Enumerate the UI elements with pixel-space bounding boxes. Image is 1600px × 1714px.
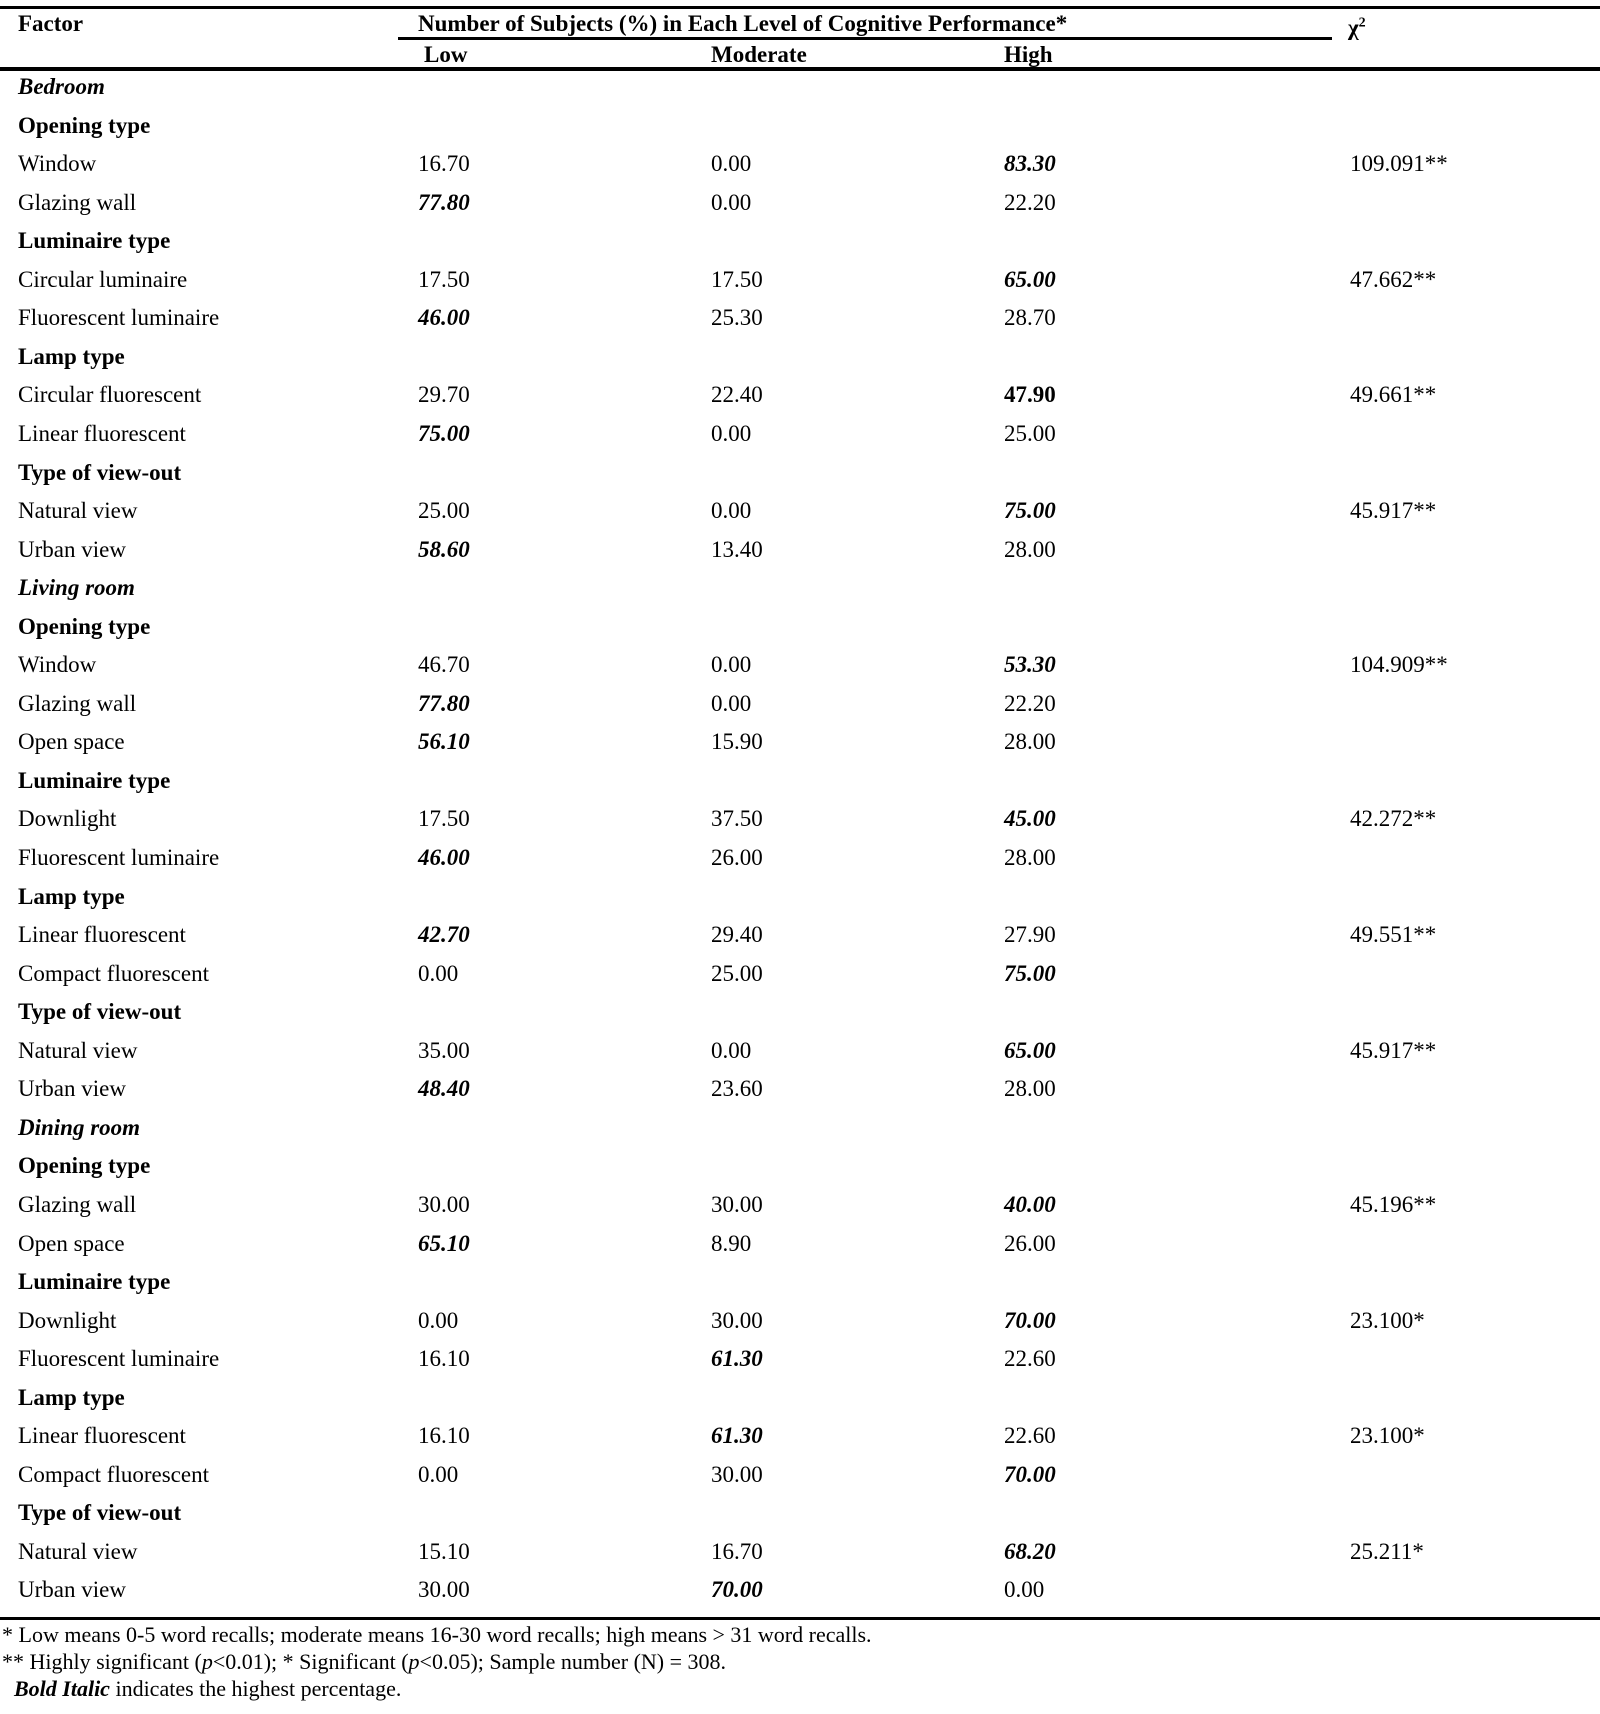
row-label: Downlight bbox=[18, 806, 117, 831]
cell-moderate: 37.50 bbox=[711, 806, 763, 831]
factor-group-label: Type of view-out bbox=[18, 460, 182, 485]
cell-moderate: 61.30 bbox=[711, 1423, 763, 1448]
cell-high: 53.30 bbox=[1004, 652, 1056, 677]
cell-high: 65.00 bbox=[1004, 267, 1056, 292]
footnote-text: indicates the highest percentage. bbox=[109, 1676, 402, 1701]
row-label: Glazing wall bbox=[18, 691, 137, 716]
cell-low: 65.10 bbox=[418, 1231, 470, 1256]
cell-moderate: 25.00 bbox=[711, 961, 763, 986]
footnote-significance bbox=[2, 1648, 726, 1675]
cell-high: 26.00 bbox=[1004, 1231, 1056, 1256]
footnote-text: <0.01); * Significant ( bbox=[212, 1649, 409, 1674]
factor-group-label: Luminaire type bbox=[18, 768, 171, 793]
footnote-p-symbol: p bbox=[201, 1649, 213, 1674]
cell-low: 46.70 bbox=[418, 652, 470, 677]
footnote-p-symbol: p bbox=[408, 1649, 420, 1674]
cell-low: 17.50 bbox=[418, 806, 470, 831]
section-header: Bedroom bbox=[18, 74, 105, 99]
cell-high: 28.00 bbox=[1004, 845, 1056, 870]
cell-low: 75.00 bbox=[418, 421, 470, 446]
cell-chi-square: 47.662** bbox=[1350, 267, 1437, 292]
row-label: Open space bbox=[18, 1231, 125, 1256]
cell-high: 70.00 bbox=[1004, 1462, 1056, 1487]
cell-moderate: 22.40 bbox=[711, 382, 763, 407]
footnote-bold-italic-label: Bold Italic bbox=[14, 1676, 110, 1701]
row-label: Urban view bbox=[18, 1577, 126, 1602]
cell-chi-square: 109.091** bbox=[1350, 151, 1448, 176]
cell-high: 28.00 bbox=[1004, 729, 1056, 754]
cell-high: 83.30 bbox=[1004, 151, 1056, 176]
row-label: Window bbox=[18, 151, 97, 176]
row-label: Linear fluorescent bbox=[18, 922, 186, 947]
row-label: Natural view bbox=[18, 1038, 138, 1063]
column-header-chi-square bbox=[1348, 14, 1366, 42]
cell-low: 16.10 bbox=[418, 1423, 470, 1448]
footnote-highlight-key bbox=[14, 1675, 401, 1702]
cell-moderate: 30.00 bbox=[711, 1192, 763, 1217]
factor-group-label: Lamp type bbox=[18, 344, 125, 369]
cell-moderate: 17.50 bbox=[711, 267, 763, 292]
cell-chi-square: 49.551** bbox=[1350, 922, 1437, 947]
cell-high: 22.20 bbox=[1004, 691, 1056, 716]
section-header: Dining room bbox=[18, 1115, 141, 1140]
cell-moderate: 0.00 bbox=[711, 190, 752, 215]
footnote-definitions: * Low means 0-5 word recalls; moderate means 16-30 word recalls; high means > 31 word recalls. bbox=[2, 1622, 872, 1647]
cell-chi-square: 45.917** bbox=[1350, 498, 1437, 523]
column-header-moderate: Moderate bbox=[711, 42, 807, 67]
cell-chi-square: 23.100* bbox=[1350, 1423, 1425, 1448]
footnote-text: ** Highly significant ( bbox=[2, 1649, 202, 1674]
cell-moderate: 0.00 bbox=[711, 691, 752, 716]
chi-symbol: χ bbox=[1348, 15, 1359, 40]
factor-group-label: Opening type bbox=[18, 614, 151, 639]
cell-low: 30.00 bbox=[418, 1192, 470, 1217]
row-label: Fluorescent luminaire bbox=[18, 1346, 220, 1371]
row-label: Urban view bbox=[18, 1076, 126, 1101]
row-label: Glazing wall bbox=[18, 1192, 137, 1217]
factor-group-label: Lamp type bbox=[18, 884, 125, 909]
row-label: Linear fluorescent bbox=[18, 1423, 186, 1448]
row-label: Compact fluorescent bbox=[18, 1462, 209, 1487]
row-label: Compact fluorescent bbox=[18, 961, 209, 986]
factor-group-label: Luminaire type bbox=[18, 1269, 171, 1294]
cell-low: 58.60 bbox=[418, 537, 470, 562]
cell-low: 30.00 bbox=[418, 1577, 470, 1602]
cell-low: 42.70 bbox=[418, 922, 470, 947]
cell-low: 15.10 bbox=[418, 1539, 470, 1564]
cell-low: 17.50 bbox=[418, 267, 470, 292]
cell-high: 22.60 bbox=[1004, 1346, 1056, 1371]
cell-moderate: 13.40 bbox=[711, 537, 763, 562]
cell-low: 0.00 bbox=[418, 961, 459, 986]
row-label: Open space bbox=[18, 729, 125, 754]
cell-low: 16.10 bbox=[418, 1346, 470, 1371]
cell-moderate: 16.70 bbox=[711, 1539, 763, 1564]
cell-chi-square: 49.661** bbox=[1350, 382, 1437, 407]
factor-group-label: Type of view-out bbox=[18, 1500, 182, 1525]
factor-group-label: Lamp type bbox=[18, 1385, 125, 1410]
chi-superscript: 2 bbox=[1358, 15, 1366, 31]
cell-moderate: 0.00 bbox=[711, 151, 752, 176]
column-header-low: Low bbox=[424, 42, 468, 67]
cell-high: 65.00 bbox=[1004, 1038, 1056, 1063]
cell-moderate: 0.00 bbox=[711, 1038, 752, 1063]
cell-low: 77.80 bbox=[418, 691, 470, 716]
cell-low: 29.70 bbox=[418, 382, 470, 407]
cell-moderate: 15.90 bbox=[711, 729, 763, 754]
column-header-factor: Factor bbox=[18, 11, 84, 36]
cell-moderate: 70.00 bbox=[711, 1577, 763, 1602]
row-label: Circular luminaire bbox=[18, 267, 188, 292]
cell-moderate: 23.60 bbox=[711, 1076, 763, 1101]
cell-low: 16.70 bbox=[418, 151, 470, 176]
column-group-header: Number of Subjects (%) in Each Level of Cognitive Performance* bbox=[418, 11, 1068, 36]
cell-high: 68.20 bbox=[1004, 1539, 1056, 1564]
section-header: Living room bbox=[18, 575, 135, 600]
cell-high: 28.70 bbox=[1004, 305, 1056, 330]
row-label: Linear fluorescent bbox=[18, 421, 186, 446]
row-label: Natural view bbox=[18, 498, 138, 523]
row-label: Fluorescent luminaire bbox=[18, 845, 220, 870]
cell-moderate: 61.30 bbox=[711, 1346, 763, 1371]
cell-high: 22.60 bbox=[1004, 1423, 1056, 1448]
row-label: Natural view bbox=[18, 1539, 138, 1564]
cell-high: 0.00 bbox=[1004, 1577, 1045, 1602]
cell-low: 77.80 bbox=[418, 190, 470, 215]
row-label: Urban view bbox=[18, 537, 126, 562]
cell-low: 46.00 bbox=[418, 845, 470, 870]
cell-moderate: 0.00 bbox=[711, 498, 752, 523]
cell-moderate: 0.00 bbox=[711, 652, 752, 677]
cell-moderate: 30.00 bbox=[711, 1308, 763, 1333]
footnote-text: <0.05); Sample number (N) = 308. bbox=[419, 1649, 727, 1674]
cell-high: 47.90 bbox=[1004, 382, 1056, 407]
factor-group-label: Opening type bbox=[18, 1153, 151, 1178]
cell-moderate: 30.00 bbox=[711, 1462, 763, 1487]
cell-high: 75.00 bbox=[1004, 961, 1056, 986]
cell-high: 28.00 bbox=[1004, 1076, 1056, 1101]
cell-high: 25.00 bbox=[1004, 421, 1056, 446]
cell-high: 45.00 bbox=[1004, 806, 1056, 831]
cell-low: 0.00 bbox=[418, 1308, 459, 1333]
cell-high: 75.00 bbox=[1004, 498, 1056, 523]
top-rule bbox=[0, 6, 1600, 9]
cell-chi-square: 23.100* bbox=[1350, 1308, 1425, 1333]
row-label: Glazing wall bbox=[18, 190, 137, 215]
row-label: Downlight bbox=[18, 1308, 117, 1333]
cell-moderate: 0.00 bbox=[711, 421, 752, 446]
row-label: Window bbox=[18, 652, 97, 677]
cell-low: 35.00 bbox=[418, 1038, 470, 1063]
cell-chi-square: 25.211* bbox=[1350, 1539, 1424, 1564]
bottom-rule bbox=[0, 1617, 1600, 1620]
cell-moderate: 8.90 bbox=[711, 1231, 752, 1256]
row-label: Circular fluorescent bbox=[18, 382, 202, 407]
cell-moderate: 26.00 bbox=[711, 845, 763, 870]
cell-high: 70.00 bbox=[1004, 1308, 1056, 1333]
cell-low: 48.40 bbox=[418, 1076, 470, 1101]
factor-group-label: Luminaire type bbox=[18, 228, 171, 253]
cell-high: 28.00 bbox=[1004, 537, 1056, 562]
row-label: Fluorescent luminaire bbox=[18, 305, 220, 330]
cell-low: 46.00 bbox=[418, 305, 470, 330]
cell-low: 56.10 bbox=[418, 729, 470, 754]
cell-moderate: 25.30 bbox=[711, 305, 763, 330]
factor-group-label: Type of view-out bbox=[18, 999, 182, 1024]
cell-low: 25.00 bbox=[418, 498, 470, 523]
cell-chi-square: 45.196** bbox=[1350, 1192, 1437, 1217]
column-header-high: High bbox=[1004, 42, 1053, 67]
cell-moderate: 29.40 bbox=[711, 922, 763, 947]
factor-group-label: Opening type bbox=[18, 113, 151, 138]
cell-low: 0.00 bbox=[418, 1462, 459, 1487]
cell-high: 22.20 bbox=[1004, 190, 1056, 215]
cell-chi-square: 45.917** bbox=[1350, 1038, 1437, 1063]
cell-chi-square: 42.272** bbox=[1350, 806, 1437, 831]
cell-high: 40.00 bbox=[1004, 1192, 1056, 1217]
cell-chi-square: 104.909** bbox=[1350, 652, 1448, 677]
cell-high: 27.90 bbox=[1004, 922, 1056, 947]
